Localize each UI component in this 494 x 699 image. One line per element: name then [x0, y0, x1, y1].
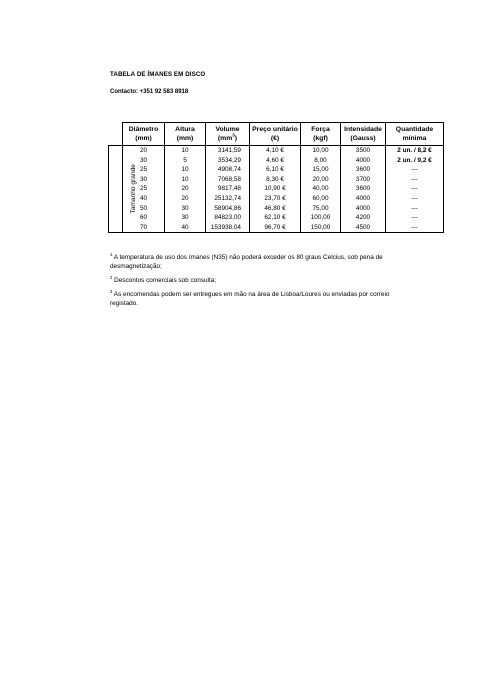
- cell-altura: 10: [165, 175, 206, 185]
- side-label: Tamanho grande: [129, 164, 137, 214]
- side-label-cell: [109, 146, 137, 233]
- header-diametro-label: Diâmetro: [128, 126, 159, 133]
- header-quantidade-unit: mínima: [402, 135, 427, 142]
- cell-preco: 10,90 €: [250, 184, 301, 194]
- cell-volume: 9817,48: [206, 184, 250, 194]
- header-volume-unit-base: (mm: [217, 135, 233, 142]
- header-volume: [206, 123, 250, 146]
- table-row: [109, 146, 444, 156]
- cell-intensidade: 3500: [341, 146, 386, 156]
- header-preco-label: Preço unitário: [252, 126, 298, 133]
- cell-volume: 153938,04: [206, 223, 250, 233]
- cell-quantidade: ---: [386, 184, 444, 194]
- cell-intensidade: 4500: [341, 223, 386, 233]
- footnote-marker: 3: [110, 288, 113, 294]
- cell-intensidade: 4000: [341, 204, 386, 214]
- cell-intensidade: 4000: [341, 194, 386, 204]
- cell-quantidade: 2 un. / 8,2 €: [386, 146, 444, 156]
- header-volume-unit-sup: 3: [232, 132, 235, 138]
- cell-quantidade: ---: [386, 223, 444, 233]
- cell-forca: 15,00: [301, 165, 341, 175]
- cell-preco: 23,70 €: [250, 194, 301, 204]
- header-quantidade: [386, 123, 444, 146]
- header-forca: [301, 123, 341, 146]
- cell-diametro: 30: [123, 156, 165, 166]
- header-forca-label: Força: [311, 126, 330, 133]
- cell-diametro: 20: [123, 146, 165, 156]
- cell-quantidade: 2 un. / 9,2 €: [386, 156, 444, 166]
- footnote-text: A temperatura de uso dos ímanes (N35) não poderá exceder os 80 graus Celcius, sob pena de desmagnetização;: [110, 254, 383, 270]
- cell-intensidade: 3600: [341, 165, 386, 175]
- cell-altura: 40: [165, 223, 206, 233]
- cell-altura: 5: [165, 156, 206, 166]
- cell-preco: 6,10 €: [250, 165, 301, 175]
- header-altura-label: Altura: [175, 126, 195, 133]
- table-row: [109, 165, 444, 175]
- contact-line: Contacto: +351 92 583 8918: [110, 89, 189, 95]
- header-quantidade-label: Quantidade: [395, 126, 434, 133]
- cell-diametro: 40: [123, 194, 165, 204]
- footnote-marker: 1: [110, 251, 113, 257]
- cell-forca: 75,00: [301, 204, 341, 214]
- cell-preco: 62,10 €: [250, 213, 301, 223]
- table-row: [109, 204, 444, 214]
- table-row: [109, 213, 444, 223]
- cell-volume: 3141,59: [206, 146, 250, 156]
- cell-diametro: 60: [123, 213, 165, 223]
- cell-volume: 3534,29: [206, 156, 250, 166]
- cell-forca: 60,00: [301, 194, 341, 204]
- cell-altura: 10: [165, 146, 206, 156]
- magnet-table-container: [108, 122, 443, 233]
- cell-diametro: 25: [123, 184, 165, 194]
- cell-quantidade: ---: [386, 194, 444, 204]
- footnote-1: [110, 253, 390, 271]
- cell-volume: 4908,74: [206, 165, 250, 175]
- cell-altura: 10: [165, 165, 206, 175]
- header-volume-unit-end: ): [234, 135, 238, 142]
- cell-quantidade: ---: [386, 175, 444, 185]
- table-row: [109, 194, 444, 204]
- cell-diametro: 50: [123, 204, 165, 214]
- footnote-marker: 2: [110, 274, 113, 280]
- cell-quantidade: ---: [386, 213, 444, 223]
- header-preco-unit: (€): [270, 135, 280, 142]
- cell-preco: 8,30 €: [250, 175, 301, 185]
- cell-diametro: 70: [123, 223, 165, 233]
- cell-intensidade: 4000: [341, 156, 386, 166]
- cell-intensidade: 4200: [341, 213, 386, 223]
- cell-forca: 40,00: [301, 184, 341, 194]
- footnote-text: Descontos comerciais sob consulta;: [114, 277, 217, 284]
- cell-forca: 8,00: [301, 156, 341, 166]
- cell-preco: 4,10 €: [250, 146, 301, 156]
- table-row: [109, 223, 444, 233]
- cell-volume: 84823,00: [206, 213, 250, 223]
- cell-preco: 46,80 €: [250, 204, 301, 214]
- header-intensidade: [341, 123, 386, 146]
- header-blank-cell: [109, 123, 123, 146]
- footnote-3: [110, 290, 390, 308]
- header-forca-unit: (kgf): [313, 135, 328, 142]
- document-title: TABELA DE ÍMANES EM DISCO: [110, 71, 206, 78]
- header-diametro: [123, 123, 165, 146]
- cell-intensidade: 3700: [341, 175, 386, 185]
- cell-forca: 10,00: [301, 146, 341, 156]
- cell-intensidade: 3600: [341, 184, 386, 194]
- header-intensidade-unit: (Gauss): [350, 135, 376, 142]
- cell-altura: 20: [165, 184, 206, 194]
- cell-forca: 150,00: [301, 223, 341, 233]
- cell-diametro: 30: [123, 175, 165, 185]
- header-diametro-unit: (mm): [135, 135, 152, 142]
- magnet-table: [108, 122, 444, 233]
- table-row: [109, 184, 444, 194]
- cell-forca: 100,00: [301, 213, 341, 223]
- cell-volume: 58904,86: [206, 204, 250, 214]
- header-volume-label: Volume: [215, 126, 240, 133]
- table-row: [109, 156, 444, 166]
- header-altura-unit: (mm): [176, 135, 194, 142]
- table-row: [109, 175, 444, 185]
- cell-quantidade: ---: [386, 165, 444, 175]
- cell-volume: 25132,74: [206, 194, 250, 204]
- cell-volume: 7068,58: [206, 175, 250, 185]
- table-header-row: [109, 123, 444, 146]
- cell-altura: 20: [165, 194, 206, 204]
- footnote-2: [110, 276, 390, 285]
- cell-preco: 96,70 €: [250, 223, 301, 233]
- cell-forca: 20,00: [301, 175, 341, 185]
- header-preco: [250, 123, 301, 146]
- header-intensidade-label: Intensidade: [344, 126, 382, 133]
- header-altura: [165, 123, 206, 146]
- footnote-text: As encomendas podem ser entregues em mão na área de Lisboa/Loures ou enviadas por correio registado.: [110, 291, 390, 307]
- cell-altura: 30: [165, 204, 206, 214]
- cell-altura: 30: [165, 213, 206, 223]
- footnotes: [110, 253, 390, 313]
- cell-preco: 4,60 €: [250, 156, 301, 166]
- cell-quantidade: ---: [386, 204, 444, 214]
- cell-diametro: 25: [123, 165, 165, 175]
